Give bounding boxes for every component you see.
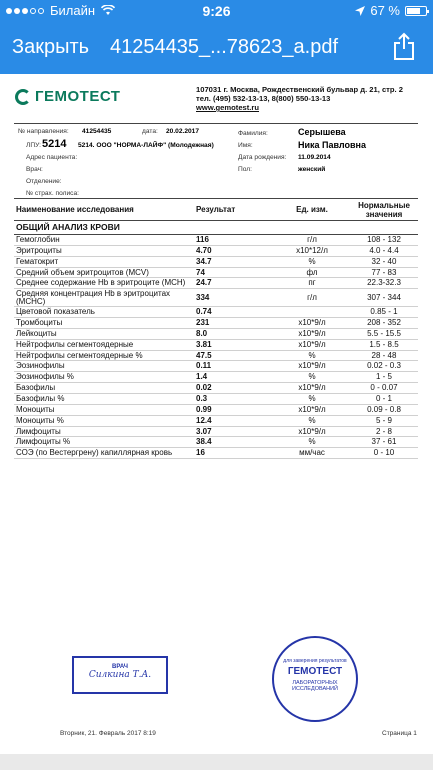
row-result: 34.7 [194, 256, 274, 267]
row-result: 8.0 [194, 328, 274, 339]
row-result: 0.74 [194, 307, 274, 318]
logo-mark-icon [15, 89, 31, 105]
name-label: Имя: [238, 142, 253, 149]
row-result: 74 [194, 267, 274, 278]
table-header [14, 199, 418, 221]
row-norm: 37 - 61 [350, 437, 418, 448]
row-name: Среднее содержание Hb в эритроците (MCH) [14, 278, 194, 289]
lab-address [196, 85, 403, 112]
organization: 5214. ООО "НОРМА-ЛАЙФ" (Молодежная) [78, 142, 214, 149]
table-row [14, 415, 418, 426]
row-norm: 0.85 - 1 [350, 307, 418, 318]
row-name: Нейтрофилы сегментоядерные % [14, 350, 194, 361]
row-units: x10*9/л [274, 318, 350, 329]
row-name: Эритроциты [14, 245, 194, 256]
referral-number: 41254435 [82, 128, 112, 135]
header-units: Ед. изм. [296, 205, 328, 214]
row-norm: 1 - 5 [350, 372, 418, 383]
table-row [14, 256, 418, 267]
lpu-number: 5214 [42, 138, 67, 150]
table-row [14, 339, 418, 350]
row-units: % [274, 350, 350, 361]
table-row [14, 235, 418, 246]
row-norm: 4.0 - 4.4 [350, 245, 418, 256]
document-title: 41254435_...78623_a.pdf [110, 36, 338, 58]
department-label: Отделение: [26, 178, 62, 185]
row-units: г/л [274, 235, 350, 246]
row-result: 1.4 [194, 372, 274, 383]
row-norm: 0.02 - 0.3 [350, 361, 418, 372]
header-norm: Нормальные значения [358, 200, 410, 219]
row-units: % [274, 256, 350, 267]
row-norm: 22.3-32.3 [350, 278, 418, 289]
results-table [14, 198, 418, 459]
surname-label: Фамилия: [238, 130, 268, 137]
share-icon[interactable] [393, 32, 415, 60]
row-units [274, 307, 350, 318]
seal-top-text: для заверения результатов [283, 658, 347, 664]
row-result: 47.5 [194, 350, 274, 361]
footer-page: Страница 1 [382, 730, 417, 737]
row-result: 24.7 [194, 278, 274, 289]
row-name: Моноциты % [14, 415, 194, 426]
row-result: 16 [194, 448, 274, 459]
row-result: 4.70 [194, 245, 274, 256]
row-norm: 5 - 9 [350, 415, 418, 426]
pdf-page[interactable] [0, 74, 433, 754]
sex-label: Пол: [238, 166, 252, 173]
row-units: % [274, 393, 350, 404]
row-units: x10*9/л [274, 383, 350, 394]
table-row [14, 307, 418, 318]
battery-icon [405, 6, 427, 16]
table-row [14, 267, 418, 278]
patient-surname: Серышева [298, 127, 346, 137]
dob-label: Дата рождения: [238, 154, 287, 161]
gemotest-logo [15, 88, 120, 105]
row-norm: 208 - 352 [350, 318, 418, 329]
row-units: x10*9/л [274, 361, 350, 372]
battery-percent: 67 % [370, 3, 400, 18]
row-result: 3.07 [194, 426, 274, 437]
row-norm: 32 - 40 [350, 256, 418, 267]
doctor-stamp [72, 656, 168, 694]
logo-text: ГЕМОТЕСТ [35, 88, 121, 105]
row-units: x10*9/л [274, 426, 350, 437]
address-label: Адрес пациента: [26, 154, 78, 161]
row-name: Моноциты [14, 404, 194, 415]
table-row [14, 437, 418, 448]
table-row [14, 426, 418, 437]
table-row [14, 289, 418, 307]
clock: 9:26 [202, 3, 231, 19]
row-name: СОЭ (по Вестергрену) капиллярная кровь [14, 448, 194, 459]
row-name: Нейтрофилы сегментоядерные [14, 339, 194, 350]
header-name: Наименование исследования [16, 205, 134, 214]
row-norm: 1.5 - 8.5 [350, 339, 418, 350]
table-row [14, 404, 418, 415]
date-label: дата: [142, 128, 158, 135]
footer-date: Вторник, 21. Февраль 2017 8:19 [60, 730, 156, 737]
patient-dob: 11.09.2014 [298, 154, 331, 161]
stamp-doctor-name: Силкина Т.А. [88, 670, 152, 680]
table-row [14, 372, 418, 383]
row-units: % [274, 415, 350, 426]
row-name: Лейкоциты [14, 328, 194, 339]
lpu-label: ЛПУ: [26, 142, 41, 149]
patient-name: Ника Павловна [298, 140, 367, 150]
row-units: мм/час [274, 448, 350, 459]
row-norm: 0 - 1 [350, 393, 418, 404]
row-name: Гемоглобин [14, 235, 194, 246]
row-units: x10*12/л [274, 245, 350, 256]
row-result: 0.99 [194, 404, 274, 415]
row-units: % [274, 372, 350, 383]
row-norm: 2 - 8 [350, 426, 418, 437]
row-units: г/л [274, 289, 350, 307]
patient-sex: женский [298, 166, 326, 173]
status-right [355, 3, 427, 18]
row-name: Лимфоциты [14, 426, 194, 437]
lab-seal-stamp [272, 636, 358, 722]
row-name: Эозинофилы % [14, 372, 194, 383]
bottom-bar [0, 754, 433, 770]
row-result: 0.3 [194, 393, 274, 404]
row-units: x10*9/л [274, 404, 350, 415]
section-title: ОБЩИЙ АНАЛИЗ КРОВИ [14, 221, 418, 235]
row-result: 38.4 [194, 437, 274, 448]
row-result: 0.11 [194, 361, 274, 372]
row-norm: 0 - 10 [350, 448, 418, 459]
row-norm: 0 - 0.07 [350, 383, 418, 394]
table-row [14, 245, 418, 256]
row-units: пг [274, 278, 350, 289]
section-row [14, 221, 418, 235]
phone-line: тел. (495) 532-13-13, 8(800) 550-13-13 [196, 94, 331, 103]
referral-label: № направления: [18, 128, 69, 135]
row-result: 0.02 [194, 383, 274, 394]
row-name: Базофилы [14, 383, 194, 394]
row-norm: 5.5 - 15.5 [350, 328, 418, 339]
stamp-doctor-title: ВРАЧ [112, 664, 128, 670]
row-result: 12.4 [194, 415, 274, 426]
table-row [14, 278, 418, 289]
referral-date: 20.02.2017 [166, 128, 200, 135]
divider [14, 123, 418, 124]
row-units: x10*9/л [274, 328, 350, 339]
row-units: % [274, 437, 350, 448]
table-row [14, 361, 418, 372]
row-name: Тромбоциты [14, 318, 194, 329]
row-name: Эозинофилы [14, 361, 194, 372]
table-row [14, 350, 418, 361]
nav-bar [0, 22, 433, 74]
close-button[interactable]: Закрыть [12, 36, 90, 58]
table-row [14, 383, 418, 394]
row-units: x10*9/л [274, 339, 350, 350]
status-bar [0, 0, 433, 22]
table-row [14, 328, 418, 339]
seal-brand: ГЕМОТЕСТ [287, 666, 343, 677]
row-norm: 307 - 344 [350, 289, 418, 307]
table-row [14, 393, 418, 404]
carrier-label: Билайн [50, 3, 96, 18]
row-norm: 77 - 83 [350, 267, 418, 278]
row-result: 116 [194, 235, 274, 246]
row-name: Средняя концентрация Hb в эритроцитах (MCHC) [14, 289, 194, 307]
header-result: Результат [196, 205, 236, 214]
table-row [14, 318, 418, 329]
row-result: 231 [194, 318, 274, 329]
row-norm: 0.09 - 0.8 [350, 404, 418, 415]
row-norm: 28 - 48 [350, 350, 418, 361]
row-name: Средний объем эритроцитов (MCV) [14, 267, 194, 278]
doctor-label: Врач: [26, 166, 43, 173]
policy-label: № страх. полиса: [26, 190, 79, 197]
row-units: фл [274, 267, 350, 278]
row-norm: 108 - 132 [350, 235, 418, 246]
row-name: Цветовой показатель [14, 307, 194, 318]
seal-bottom-text: ЛАБОРАТОРНЫХ ИССЛЕДОВАНИЙ [291, 680, 339, 692]
table-row [14, 448, 418, 459]
row-name: Гематокрит [14, 256, 194, 267]
row-name: Лимфоциты % [14, 437, 194, 448]
location-icon [355, 6, 365, 16]
row-result: 334 [194, 289, 274, 307]
address-line: 107031 г. Москва, Рождественский бульвар д. 21, стр. 2 [196, 85, 403, 94]
row-name: Базофилы % [14, 393, 194, 404]
website-link[interactable]: www.gemotest.ru [196, 103, 260, 112]
row-result: 3.81 [194, 339, 274, 350]
